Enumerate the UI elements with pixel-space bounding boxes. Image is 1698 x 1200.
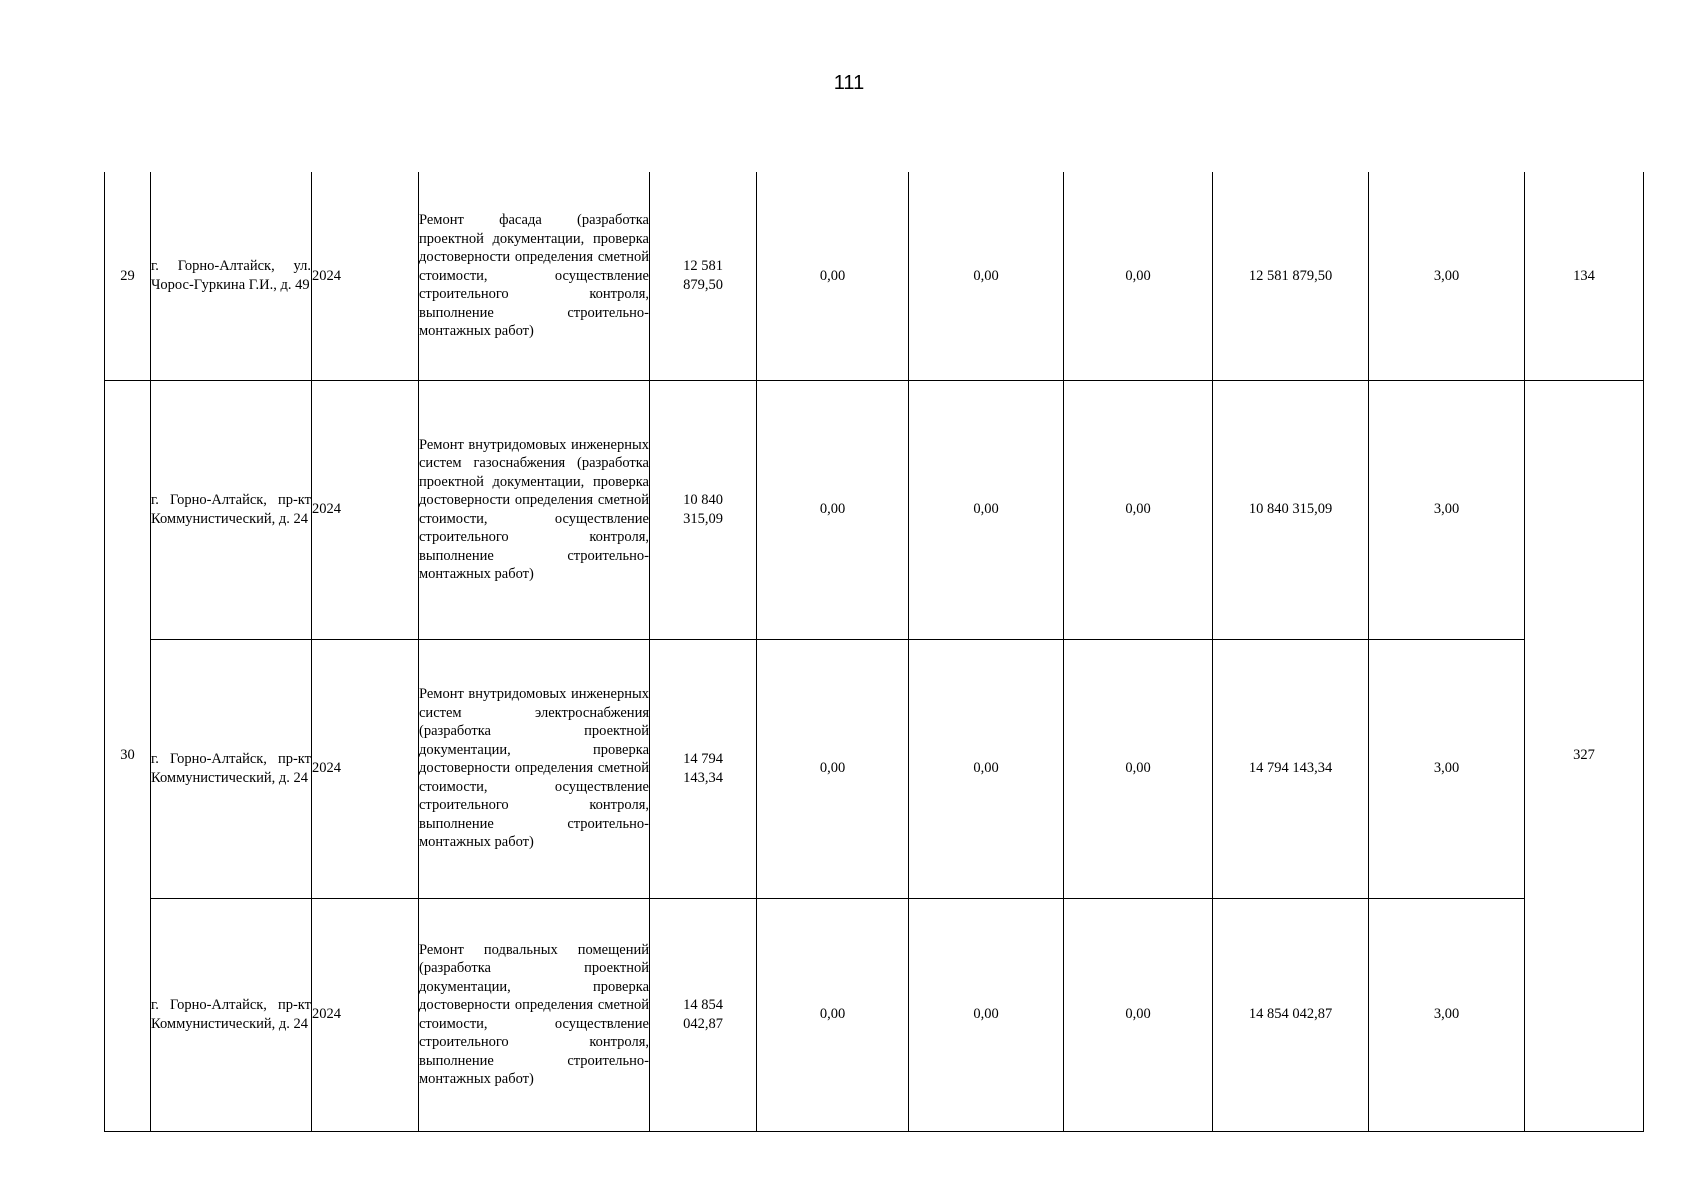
amount-cell: 0,00 — [1064, 380, 1213, 639]
address-cell: г. Горно-Алтайск, пр-кт Коммунистический, д. 24 — [151, 898, 312, 1131]
address-cell: г. Горно-Алтайск, ул. Чорос-Гуркина Г.И., д. 49 — [151, 172, 312, 380]
amount-cell: 14 854 042,87 — [1213, 898, 1369, 1131]
address-cell: г. Горно-Алтайск, пр-кт Коммунистический, д. 24 — [151, 639, 312, 898]
year-cell: 2024 — [312, 898, 419, 1131]
amount-cell: 0,00 — [757, 639, 909, 898]
amount-cell: 0,00 — [909, 380, 1064, 639]
amount-cell: 0,00 — [1064, 172, 1213, 380]
address-cell: г. Горно-Алтайск, пр-кт Коммунистический, д. 24 — [151, 380, 312, 639]
total-cost-line: 14 794 — [683, 751, 723, 767]
work-description-cell: Ремонт внутридомовых инженерных систем электроснабжения (разработка проектной документации, проверка достоверности определения сметной стоимости, осуществление строительного контроля, выполнение строительно-монтажных работ) — [419, 639, 650, 898]
amount-cell: 0,00 — [909, 639, 1064, 898]
total-cost-line: 14 854 — [683, 997, 723, 1013]
value-cell: 3,00 — [1369, 172, 1525, 380]
year-cell: 2024 — [312, 172, 419, 380]
work-description-cell: Ремонт внутридомовых инженерных систем газоснабжения (разработка проектной документации, проверка достоверности определения сметной стоимости, осуществление строительного контроля, выполнение строительно-монтажных работ) — [419, 380, 650, 639]
page-number: 111 — [833, 72, 865, 94]
year-cell: 2024 — [312, 380, 419, 639]
repair-schedule-table — [104, 172, 1644, 1132]
amount-cell: 0,00 — [757, 380, 909, 639]
count-cell: 327 — [1525, 380, 1644, 1131]
total-cost-cell — [650, 639, 757, 898]
amount-cell: 0,00 — [909, 898, 1064, 1131]
amount-cell: 14 794 143,34 — [1213, 639, 1369, 898]
amount-cell: 0,00 — [757, 172, 909, 380]
total-cost-line: 879,50 — [683, 276, 723, 293]
total-cost-line: 143,34 — [683, 769, 723, 786]
total-cost-line: 042,87 — [683, 1015, 723, 1032]
value-cell: 3,00 — [1369, 639, 1525, 898]
work-description-cell: Ремонт подвальных помещений (разработка проектной документации, проверка достоверности определения сметной стоимости, осуществление строительного контроля, выполнение строительно-монтажных работ) — [419, 898, 650, 1131]
total-cost-line: 315,09 — [683, 510, 723, 527]
table-row — [105, 172, 1644, 380]
count-cell: 134 — [1525, 172, 1644, 380]
amount-cell: 0,00 — [1064, 639, 1213, 898]
table-row — [105, 380, 1644, 639]
total-cost-line: 12 581 — [683, 258, 723, 275]
amount-cell: 10 840 315,09 — [1213, 380, 1369, 639]
value-cell: 3,00 — [1369, 380, 1525, 639]
amount-cell: 12 581 879,50 — [1213, 172, 1369, 380]
total-cost-line: 10 840 — [683, 492, 723, 508]
row-number: 29 — [105, 172, 151, 380]
amount-cell: 0,00 — [1064, 898, 1213, 1131]
table-row — [105, 639, 1644, 898]
value-cell: 3,00 — [1369, 898, 1525, 1131]
year-cell: 2024 — [312, 639, 419, 898]
table-row — [105, 898, 1644, 1131]
total-cost-cell — [650, 898, 757, 1131]
total-cost-cell — [650, 172, 757, 380]
work-description-cell: Ремонт фасада (разработка проектной документации, проверка достоверности определения сметной стоимости, осуществление строительного контроля, выполнение строительно-монтажных работ) — [419, 172, 650, 380]
row-number: 30 — [105, 380, 151, 1131]
amount-cell: 0,00 — [757, 898, 909, 1131]
amount-cell: 0,00 — [909, 172, 1064, 380]
total-cost-cell — [650, 380, 757, 639]
